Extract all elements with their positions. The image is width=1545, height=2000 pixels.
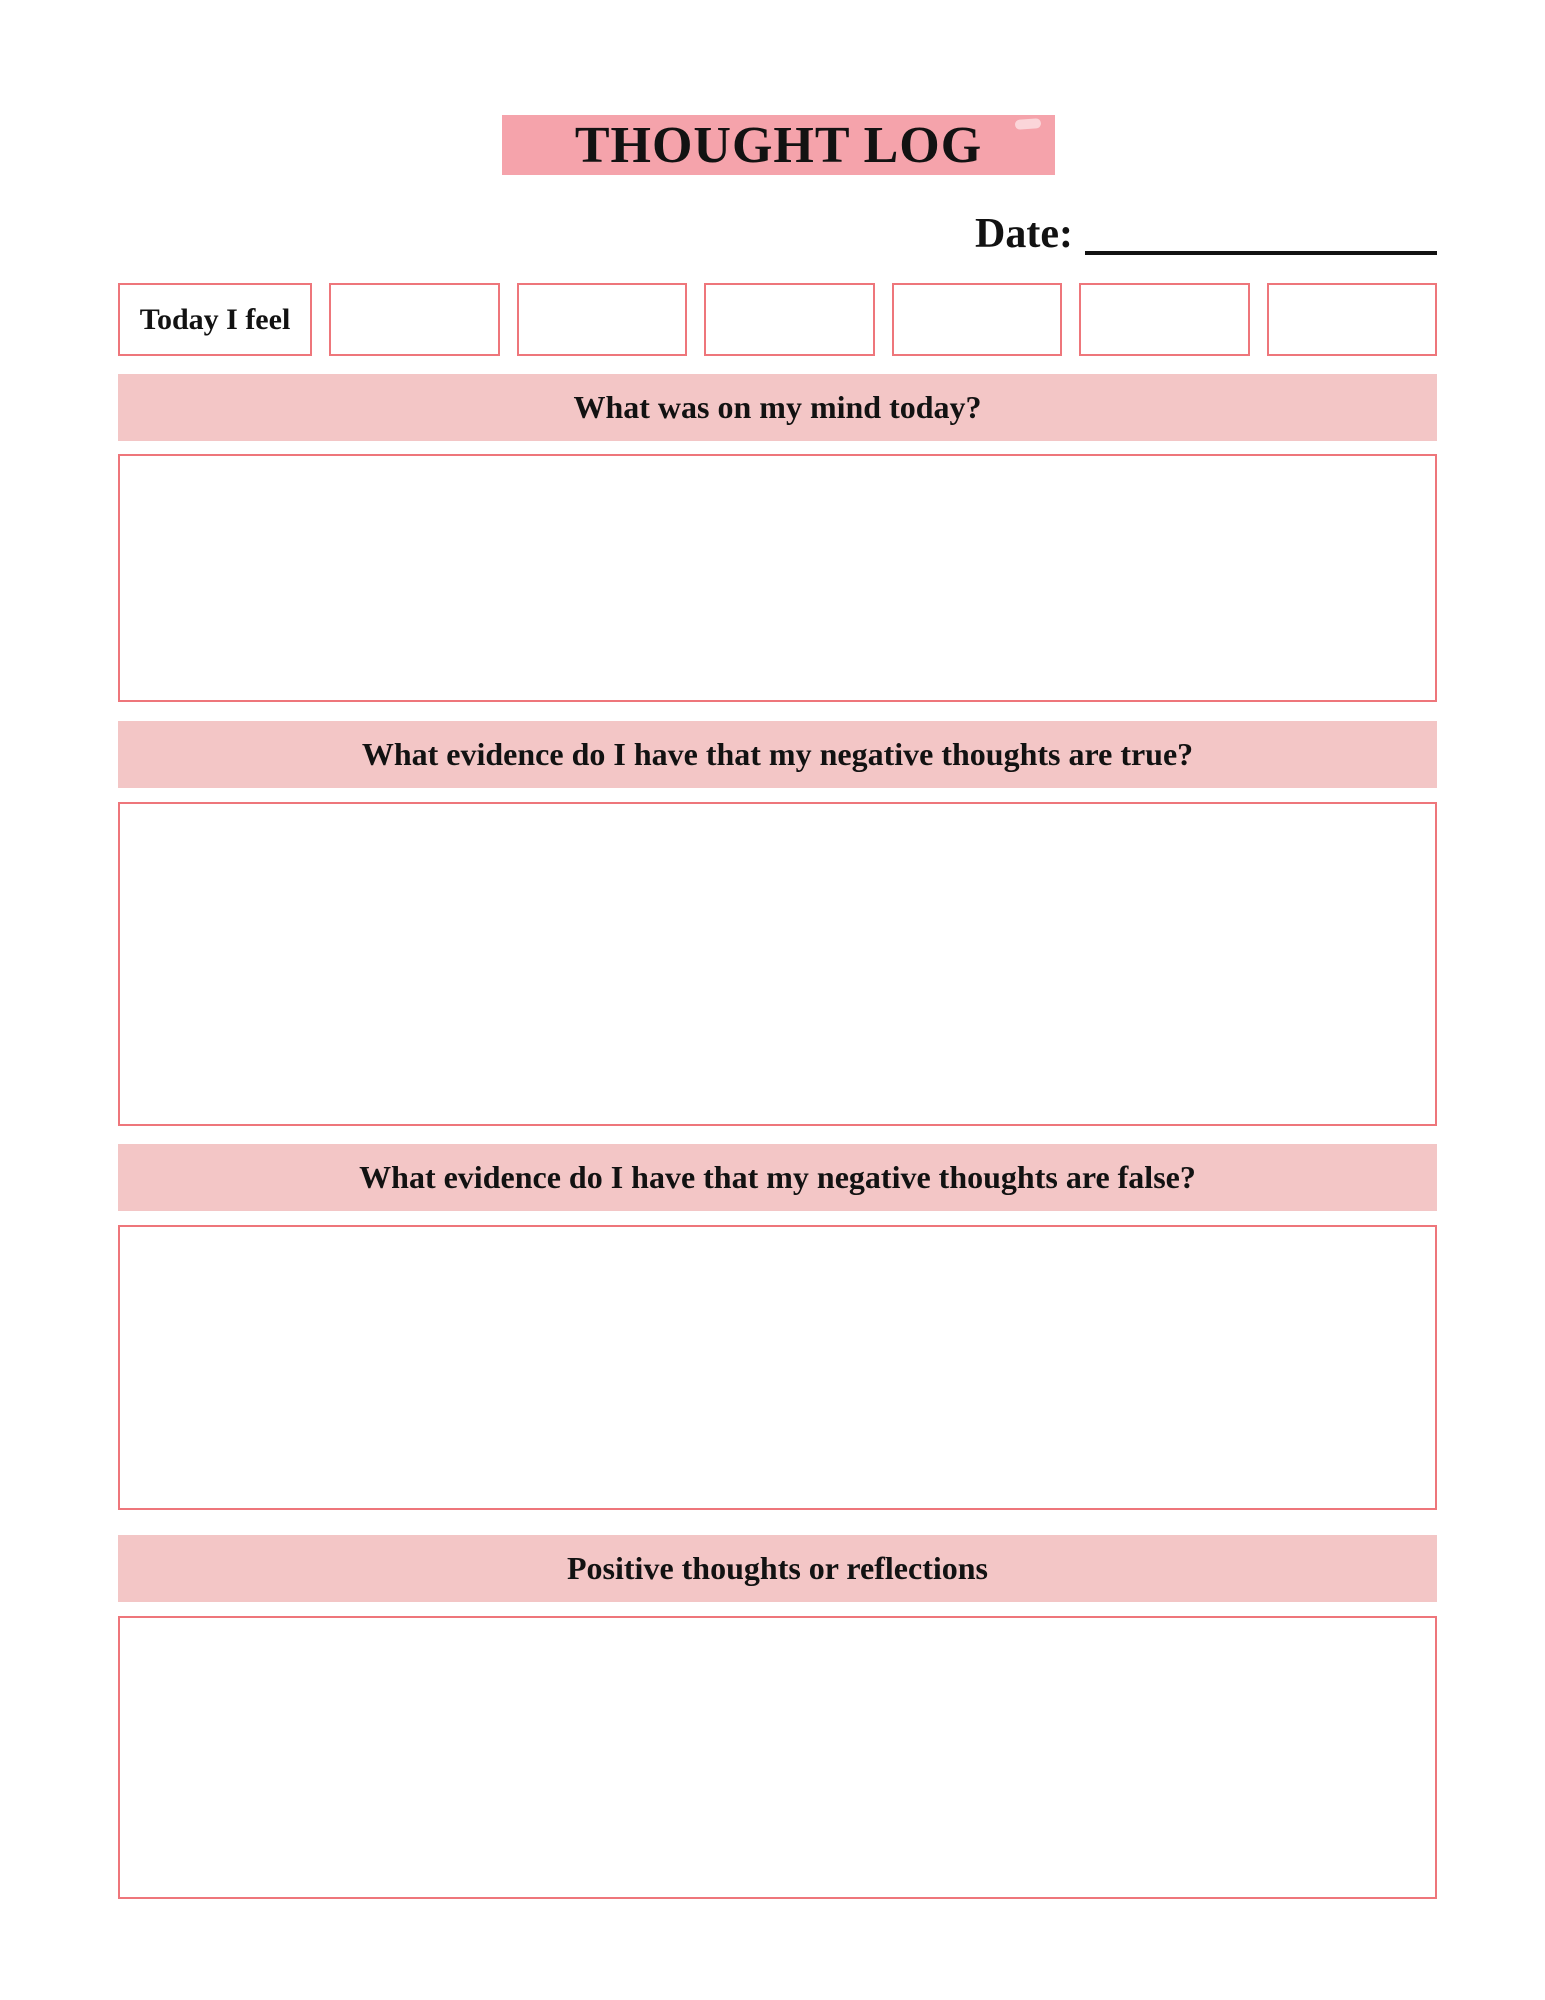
date-fill-line[interactable] [1085,211,1437,255]
answer-box-evidence-false[interactable] [118,1225,1437,1510]
section-header-label: Positive thoughts or reflections [567,1550,988,1586]
answer-box-positive-thoughts[interactable] [118,1616,1437,1899]
feeling-box-2[interactable] [517,283,688,356]
feeling-box-3[interactable] [704,283,875,356]
content-area [118,0,1437,1899]
section-header-evidence-false [118,1144,1437,1211]
section-header-label: What evidence do I have that my negative thoughts are true? [361,736,1194,772]
date-row [118,207,1437,255]
feeling-box-6[interactable] [1267,283,1438,356]
title-highlight-band [502,115,1055,175]
feelings-row [118,283,1437,356]
today-i-feel-label-box [118,283,312,356]
feeling-box-4[interactable] [892,283,1063,356]
feeling-box-1[interactable] [329,283,500,356]
section-header-label: What evidence do I have that my negative thoughts are false? [359,1159,1196,1195]
section-header-evidence-true [118,721,1437,788]
answer-box-mind-today[interactable] [118,454,1437,702]
section-header-label: What was on my mind today? [573,389,982,425]
answer-box-evidence-true[interactable] [118,802,1437,1126]
today-i-feel-label: Today I feel [139,302,291,336]
page-title: THOUGHT LOG [574,116,983,174]
section-header-positive-thoughts [118,1535,1437,1602]
date-label: Date: [975,211,1073,257]
section-header-mind-today [118,374,1437,441]
feeling-box-5[interactable] [1079,283,1250,356]
